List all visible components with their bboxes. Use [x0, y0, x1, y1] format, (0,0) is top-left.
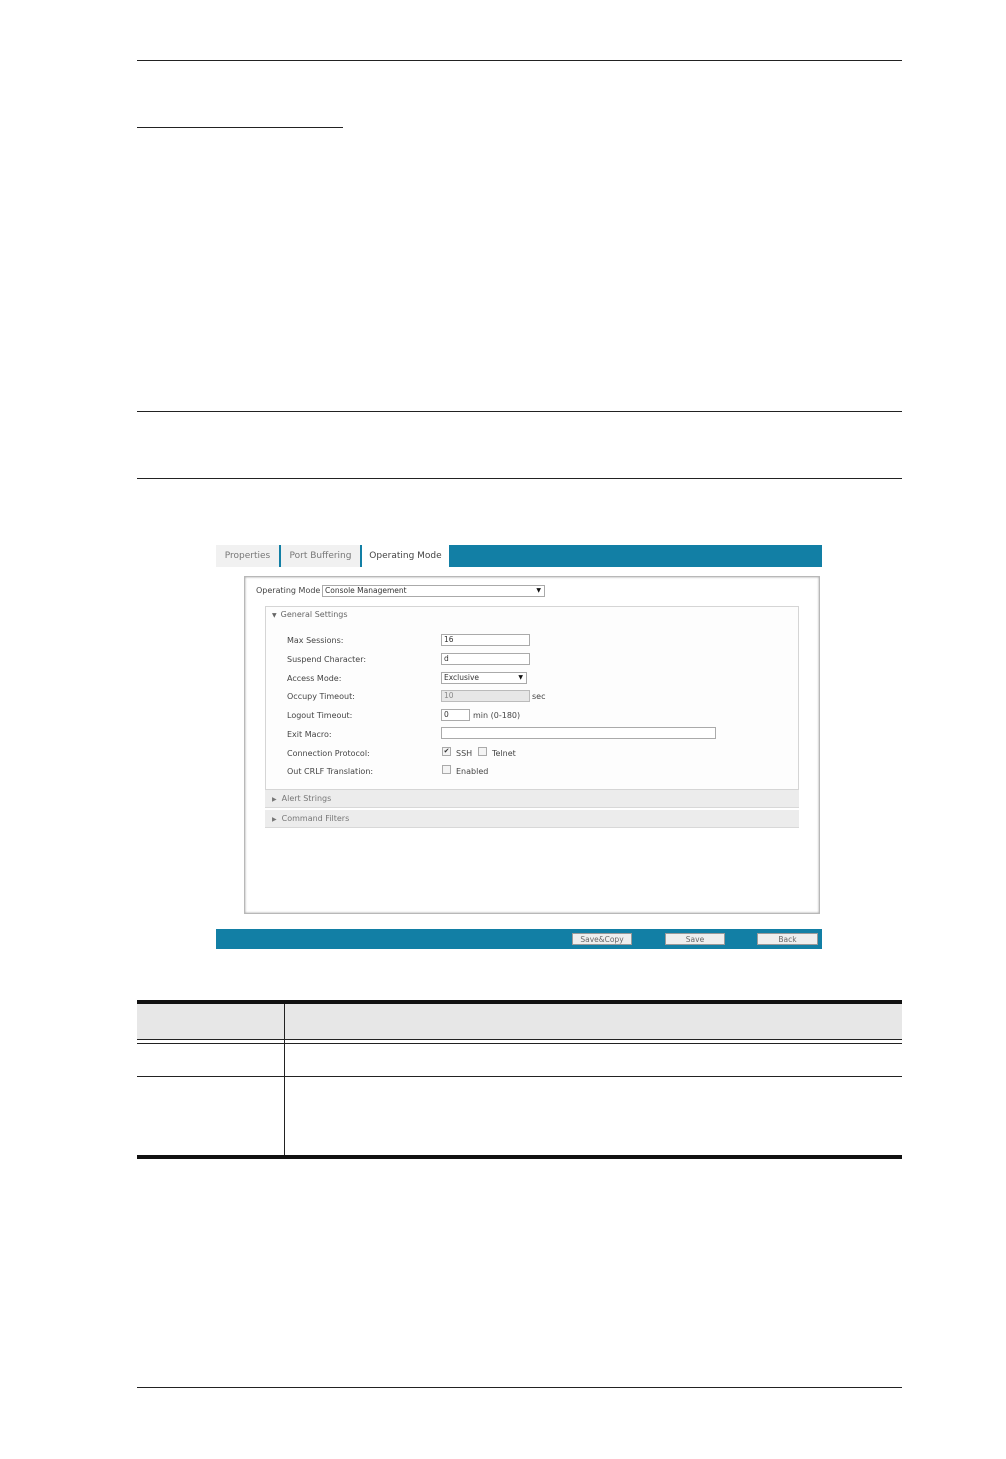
access-mode-select[interactable] [441, 672, 527, 684]
alert-strings-label: Alert Strings [281, 794, 332, 803]
expanded-triangle-icon: ▼ [272, 612, 277, 619]
operating-mode-screenshot [216, 545, 822, 949]
suspend-character-label: Suspend Character: [287, 655, 367, 664]
section-underline [137, 127, 343, 128]
logout-timeout-label: Logout Timeout: [287, 711, 353, 720]
telnet-label: Telnet [492, 749, 516, 758]
suspend-character-input[interactable]: d [441, 653, 530, 665]
dropdown-arrow-icon: ▼ [536, 587, 541, 594]
note-top-rule [137, 411, 902, 412]
save-button[interactable]: Save [665, 933, 725, 945]
access-mode-value: Exclusive [444, 673, 480, 682]
table-bottom-border [137, 1155, 902, 1159]
header-rule [137, 60, 902, 61]
command-filters-label: Command Filters [281, 814, 350, 823]
footer-rule [137, 1387, 902, 1388]
telnet-checkbox[interactable] [478, 747, 487, 756]
tab-bar [216, 545, 822, 567]
out-crlf-label: Out CRLF Translation: [287, 767, 374, 776]
access-mode-label: Access Mode: [287, 674, 342, 683]
out-crlf-checkbox[interactable] [442, 765, 451, 774]
exit-macro-input[interactable] [441, 727, 716, 739]
collapsed-triangle-icon: ▶ [272, 816, 277, 823]
occupy-timeout-unit: sec [532, 692, 546, 701]
tab-port-buffering[interactable]: Port Buffering [281, 545, 362, 567]
ssh-label: SSH [456, 749, 473, 758]
general-settings-header[interactable]: ▼ General Settings [272, 610, 348, 619]
out-crlf-enabled-label: Enabled [456, 767, 489, 776]
logout-timeout-unit: min (0-180) [473, 711, 521, 720]
connection-protocol-label: Connection Protocol: [287, 749, 370, 758]
command-filters-section[interactable] [265, 810, 799, 828]
table-column-divider [284, 1004, 285, 1157]
note-bottom-rule [137, 478, 902, 479]
save-copy-button[interactable]: Save&Copy [572, 933, 632, 945]
table-header-separator-2 [137, 1043, 902, 1044]
exit-macro-label: Exit Macro: [287, 730, 332, 739]
operating-mode-value: Console Management [325, 586, 407, 595]
alert-strings-section[interactable] [265, 790, 799, 808]
tab-operating-mode[interactable]: Operating Mode [362, 545, 451, 567]
footer-bar [216, 929, 822, 949]
table-header-separator [137, 1039, 902, 1040]
tab-properties[interactable]: Properties [216, 545, 281, 567]
max-sessions-input[interactable]: 16 [441, 634, 530, 646]
operating-mode-select[interactable] [322, 585, 545, 597]
logout-timeout-input[interactable]: 0 [441, 709, 470, 721]
max-sessions-label: Max Sessions: [287, 636, 344, 645]
table-header-row [137, 1004, 902, 1039]
back-button[interactable]: Back [757, 933, 818, 945]
collapsed-triangle-icon: ▶ [272, 796, 277, 803]
table-row-separator [137, 1076, 902, 1077]
ssh-checkbox[interactable]: ✔ [443, 747, 450, 755]
dropdown-arrow-icon: ▼ [518, 674, 523, 681]
operating-mode-label: Operating Mode [256, 586, 321, 595]
occupy-timeout-label: Occupy Timeout: [287, 692, 355, 701]
occupy-timeout-input: 10 [441, 690, 530, 702]
